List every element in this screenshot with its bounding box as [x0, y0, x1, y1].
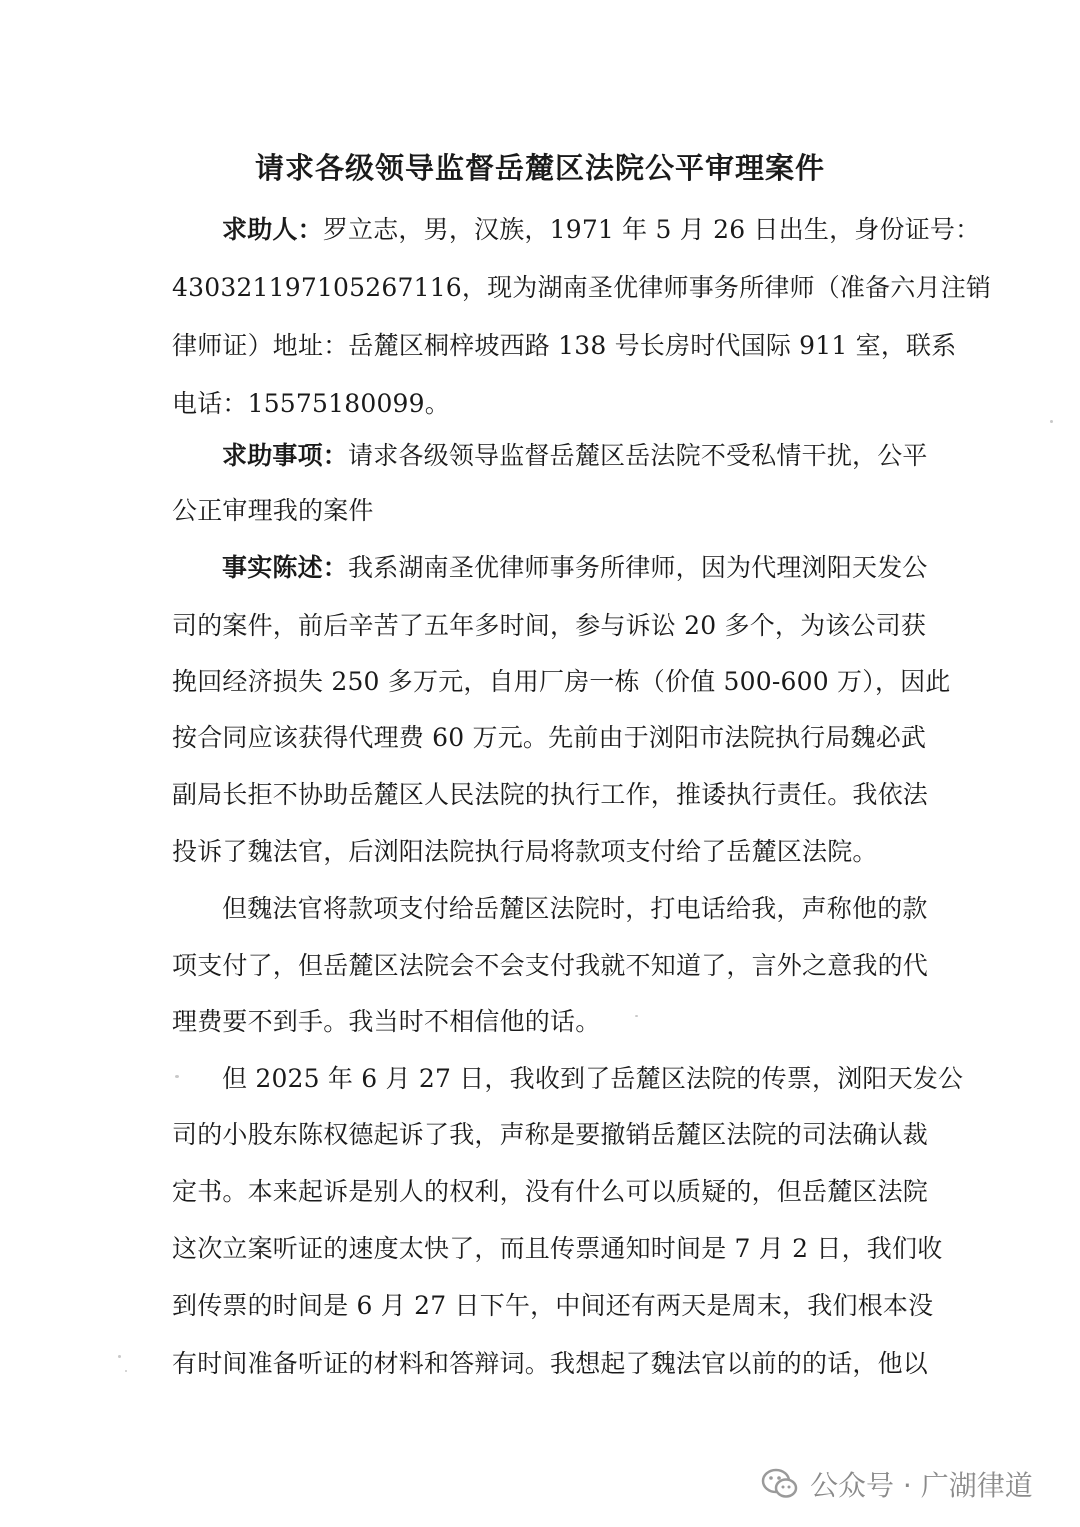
- para2-line: 但魏法官将款项支付给岳麓区法院时，打电话给我，声称他的款: [222, 894, 928, 923]
- matter-line-2: 公正审理我的案件: [172, 496, 374, 525]
- matter-label: 求助事项：: [222, 441, 349, 470]
- watermark: [760, 1460, 1033, 1508]
- facts-line-1-text: 我系湖南圣优律师事务所律师，因为代理浏阳天发公: [348, 553, 928, 582]
- para2-line: 理费要不到手。我当时不相信他的话。: [172, 1007, 601, 1036]
- applicant-line-2: 430321197105267116，现为湖南圣优律师事务所律师（准备六月注销: [172, 273, 992, 302]
- matter-line-1: [222, 437, 928, 475]
- scan-speck: [175, 1075, 179, 1078]
- wechat-icon: [760, 1464, 800, 1504]
- para2-line: 项支付了，但岳麓区法院会不会支付我就不知道了，言外之意我的代: [172, 951, 929, 980]
- applicant-line-3: 律师证）地址：岳麓区桐梓坡西路 138 号长房时代国际 911 室，联系: [172, 331, 957, 360]
- facts-line: 挽回经济损失 250 多万元，自用厂房一栋（价值 500-600 万），因此: [172, 667, 951, 696]
- para3-line: 到传票的时间是 6 月 27 日下午，中间还有两天是周末，我们根本没: [172, 1291, 934, 1320]
- para3-line: 司的小股东陈权德起诉了我，声称是要撤销岳麓区法院的司法确认裁: [172, 1120, 929, 1149]
- watermark-text: 公众号 · 广湖律道: [810, 1469, 1033, 1502]
- para3-line: 但 2025 年 6 月 27 日，我收到了岳麓区法院的传票，浏阳天发公: [222, 1064, 964, 1093]
- applicant-line-4: 电话：15575180099。: [172, 389, 450, 418]
- document-title: 请求各级领导监督岳麓区法院公平审理案件: [254, 151, 825, 185]
- scan-speck: [1050, 420, 1053, 423]
- para3-line: 这次立案听证的速度太快了，而且传票通知时间是 7 月 2 日，我们收: [172, 1234, 943, 1263]
- para3-line: 有时间准备听证的材料和答辩词。我想起了魏法官以前的的话，他以: [172, 1349, 929, 1378]
- para3-line: 定书。本来起诉是别人的权利，没有什么可以质疑的，但岳麓区法院: [172, 1177, 929, 1206]
- applicant-line-1: [222, 211, 980, 249]
- facts-line: 按合同应该获得代理费 60 万元。先前由于浏阳市法院执行局魏必武: [172, 723, 927, 752]
- applicant-label: 求助人：: [222, 215, 323, 244]
- scan-speck: [118, 1355, 121, 1358]
- matter-line-1-text: 请求各级领导监督岳麓区岳法院不受私情干扰，公平: [348, 441, 928, 470]
- facts-line: 副局长拒不协助岳麓区人民法院的执行工作，推诿执行责任。我依法: [172, 780, 929, 809]
- scan-speck: [125, 1370, 127, 1372]
- facts-label: 事实陈述：: [222, 553, 349, 582]
- scan-speck: [635, 1015, 638, 1017]
- facts-line-1: [222, 549, 928, 587]
- facts-line: 司的案件，前后辛苦了五年多时间，参与诉讼 20 多个，为该公司获: [172, 611, 927, 640]
- facts-line: 投诉了魏法官，后浏阳法院执行局将款项支付给了岳麓区法院。: [172, 837, 878, 866]
- applicant-line-1-text: 罗立志，男，汉族，1971 年 5 月 26 日出生，身份证号：: [322, 215, 981, 244]
